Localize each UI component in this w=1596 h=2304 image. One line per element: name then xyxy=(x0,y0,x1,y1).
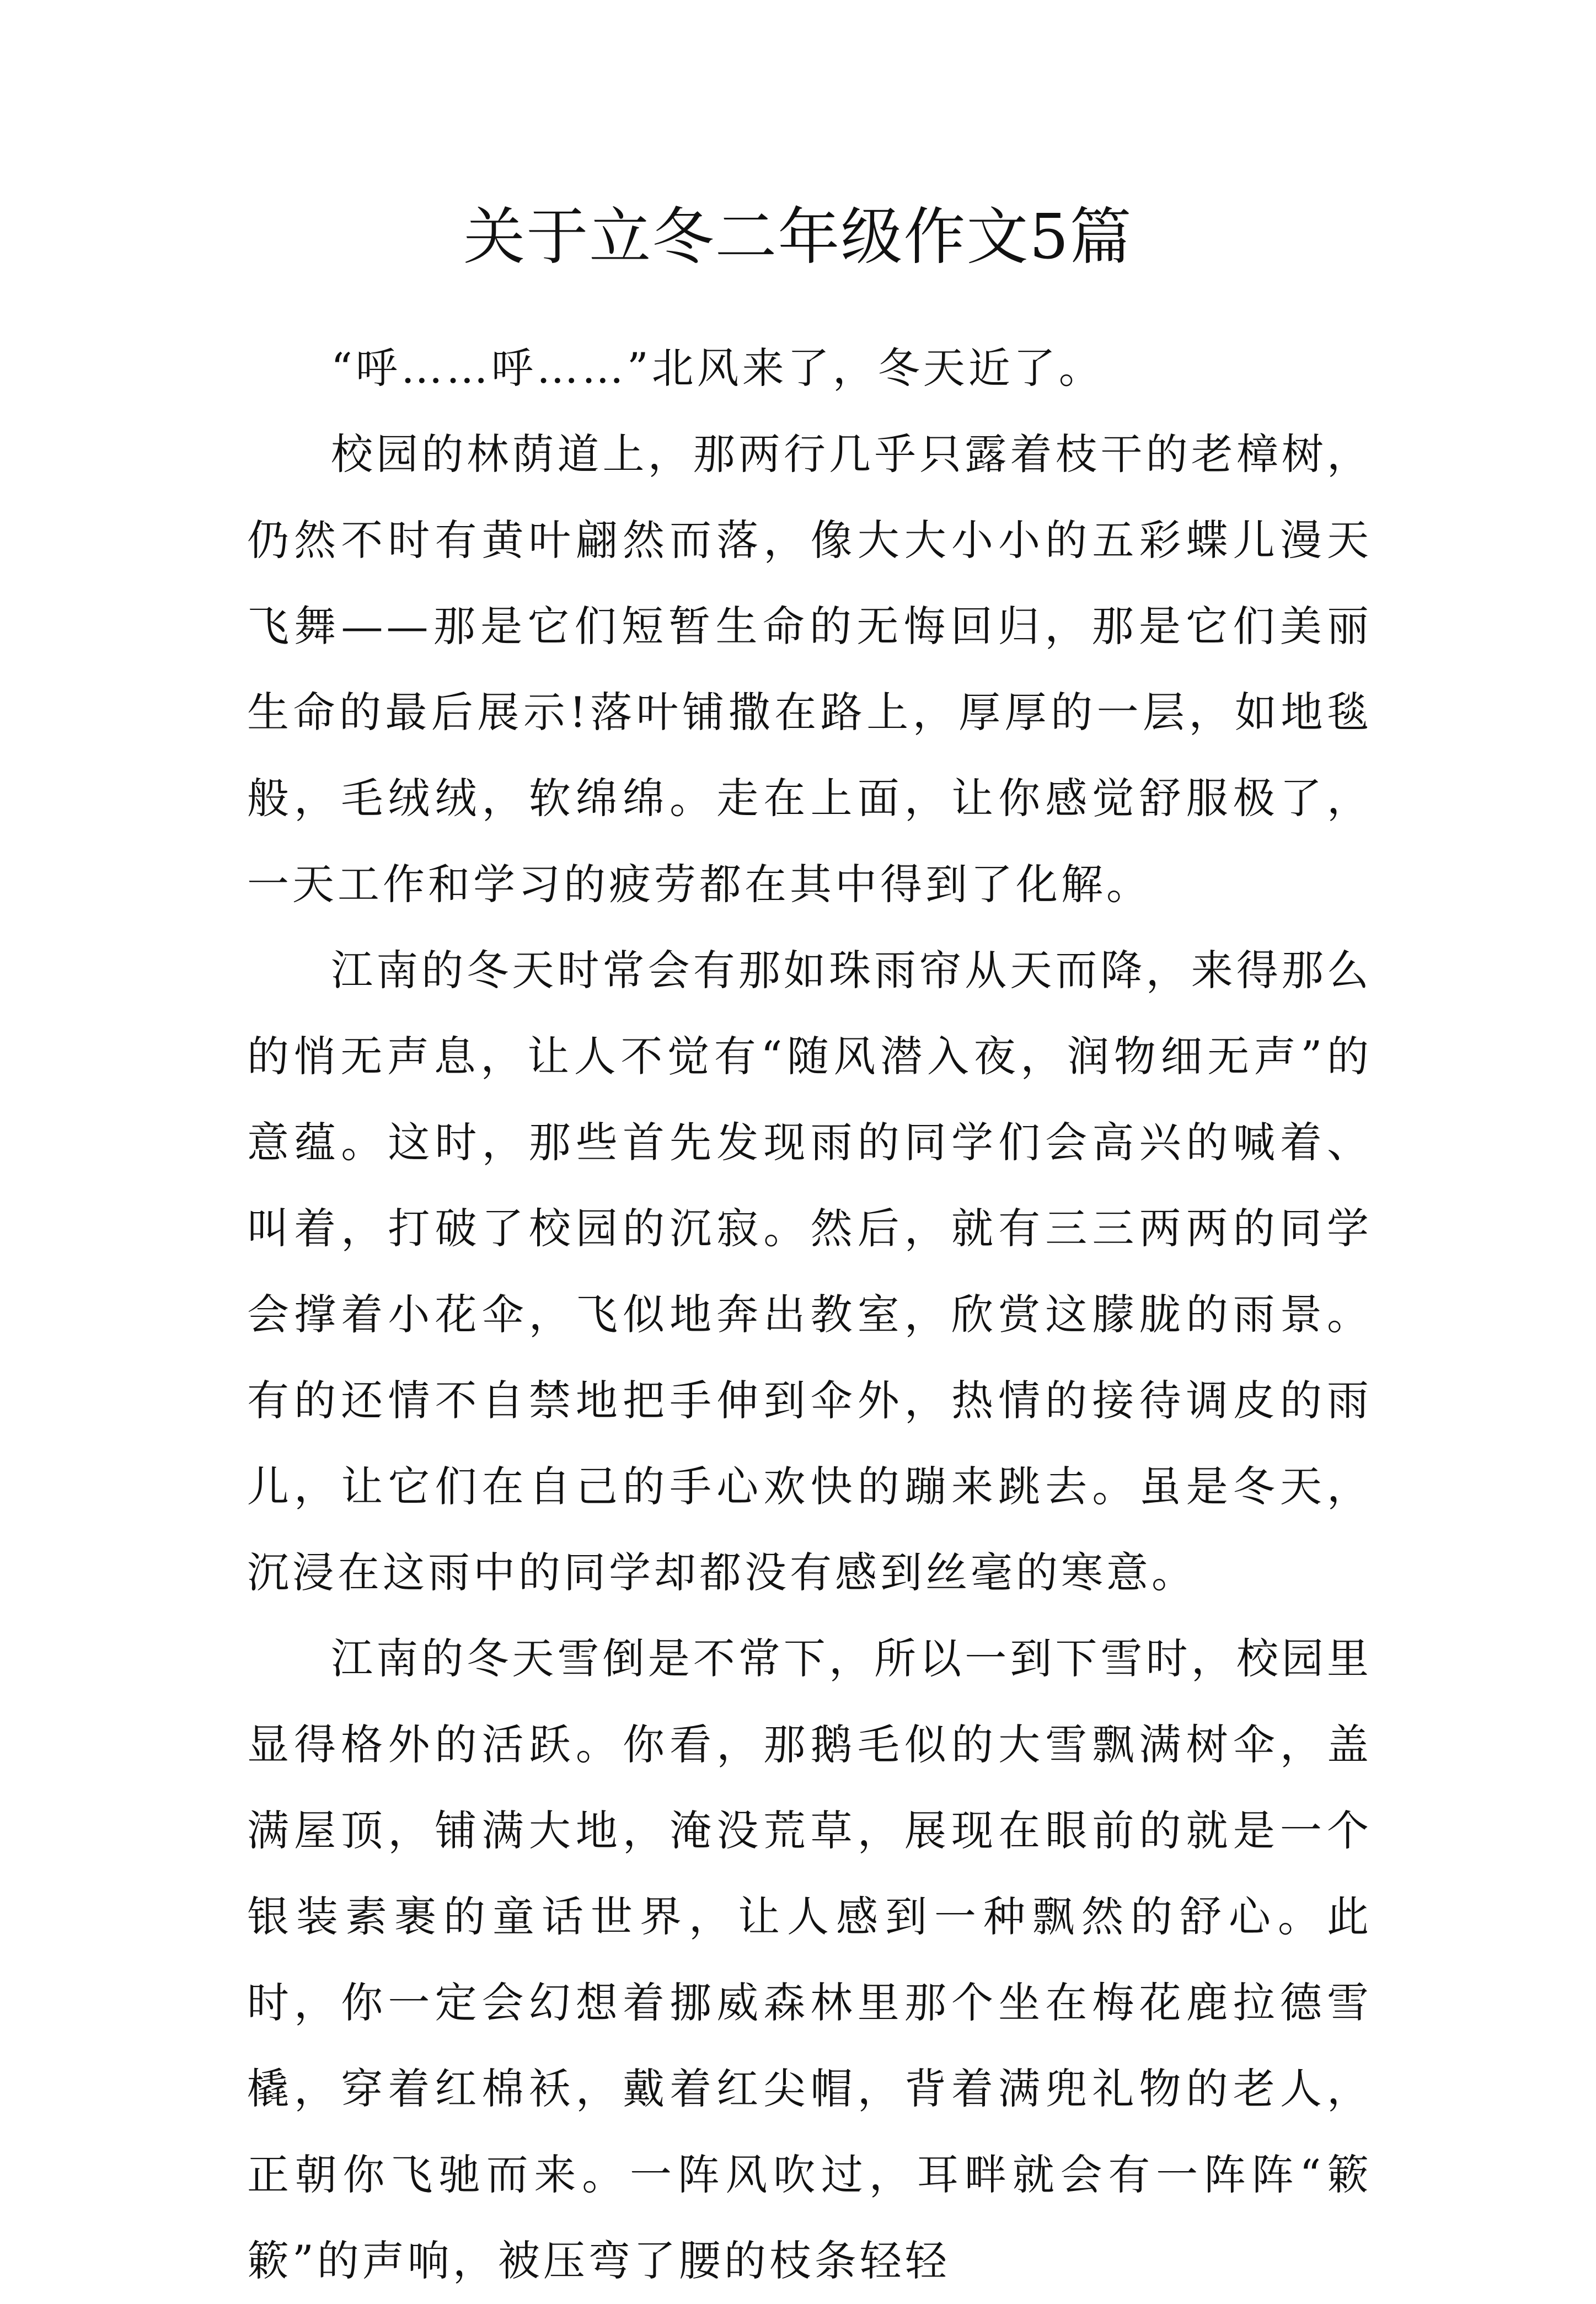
paragraph-3: 江南的冬天时常会有那如珠雨帘从天而降，来得那么的悄无声息，让人不觉有“随风潜入夜，润物细无声”的意蕴。这时，那些首先发现雨的同学们会高兴的喊着、叫着，打破了校园的沉寂。然后，就有三三两两的同学会撑着小花伞，飞似地奔出教室，欣赏这朦胧的雨景。有的还情不自禁地把手伸到伞外，热情的接待调皮的雨儿，让它们在自己的手心欢快的蹦来跳去。虽是冬天，沉浸在这雨中的同学却都没有感到丝毫的寒意。 xyxy=(247,946,1372,1597)
paragraph-1: “呼……呼……”北风来了，冬天近了。 xyxy=(331,344,1104,393)
paragraph-2: 校园的林荫道上，那两行几乎只露着枝干的老樟树，仍然不时有黄叶翩然而落，像大大小小的五彩蝶儿漫天飞舞——那是它们短暂生命的无悔回归，那是它们美丽生命的最后展示!落叶铺撒在路上，厚厚的一层，如地毯般，毛绒绒，软绵绵。走在上面，让你感觉舒服极了，一天工作和学习的疲劳都在其中得到了化解。 xyxy=(247,430,1372,909)
document-body xyxy=(247,325,1372,2304)
document-title: 关于立冬二年级作文5篇 xyxy=(463,201,1133,273)
paragraph-4: 江南的冬天雪倒是不常下，所以一到下雪时，校园里显得格外的活跃。你看，那鹅毛似的大雪飘满树伞，盖满屋顶，铺满大地，淹没荒草，展现在眼前的就是一个银装素裹的童话世界，让人感到一种飘然的舒心。此时，你一定会幻想着挪威森林里那个坐在梅花鹿拉德雪橇，穿着红棉袄，戴着红尖帽，背着满兜礼物的老人，正朝你飞驰而来。一阵风吹过，耳畔就会有一阵阵“簌簌”的声响，被压弯了腰的枝条轻轻 xyxy=(247,1634,1372,2285)
